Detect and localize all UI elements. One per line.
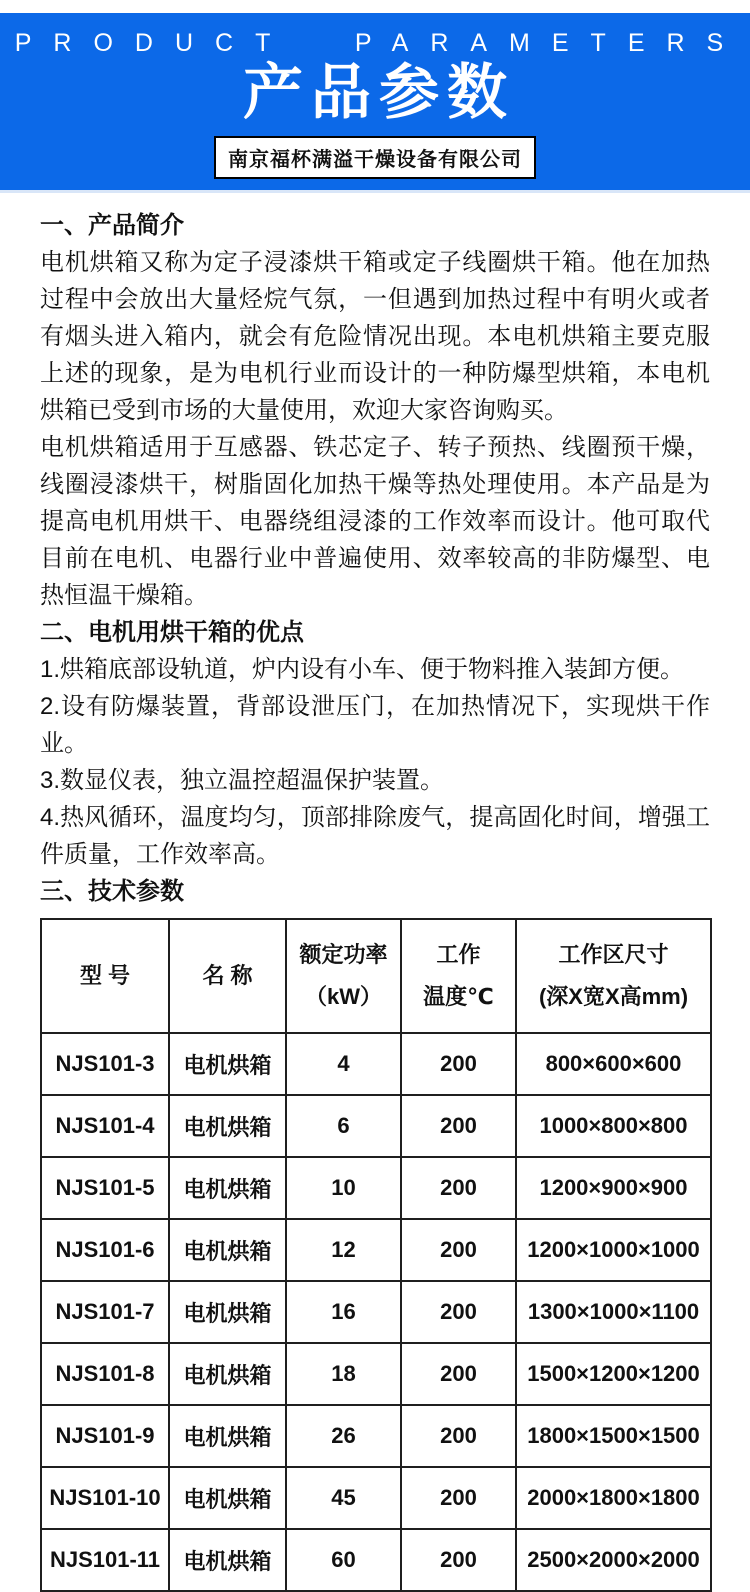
table-cell-working-temp-c: 200 (401, 1219, 516, 1281)
table-cell-model: NJS101-6 (41, 1219, 169, 1281)
table-cell-work-area-size: 2500×2000×2000 (516, 1529, 711, 1591)
table-cell-work-area-size: 2000×1800×1800 (516, 1467, 711, 1529)
table-cell-model: NJS101-3 (41, 1033, 169, 1095)
section-heading-specs: 三、技术参数 (40, 878, 184, 905)
intro-paragraph-2: 电机烘箱适用于互感器、铁芯定子、转子预热、线圈预干燥，线圈浸漆烘干，树脂固化加热干燥等热处理使用。本产品是为提高电机用烘干、电器绕组浸漆的工作效率而设计。他可取代目前在电机、电器行业中普遍使用、效率较高的非防爆型、电热恒温干燥箱。 (40, 434, 710, 609)
table-cell-name: 电机烘箱 (169, 1157, 286, 1219)
section-heading-advantages: 二、电机用烘干箱的优点 (40, 619, 304, 646)
table-cell-rated-power-kw: 18 (286, 1343, 401, 1405)
table-cell-rated-power-kw: 4 (286, 1033, 401, 1095)
table-cell-rated-power-kw: 45 (286, 1467, 401, 1529)
table-cell-rated-power-kw: 60 (286, 1529, 401, 1591)
advantage-item-1: 1.烘箱底部设轨道，炉内设有小车、便于物料推入装卸方便。 (40, 656, 685, 683)
table-row (41, 1095, 711, 1157)
table-cell-working-temp-c: 200 (401, 1405, 516, 1467)
table-cell-rated-power-kw: 16 (286, 1281, 401, 1343)
table-cell-rated-power-kw: 6 (286, 1095, 401, 1157)
table-cell-work-area-size: 1000×800×800 (516, 1095, 711, 1157)
table-cell-working-temp-c: 200 (401, 1343, 516, 1405)
table-cell-name: 电机烘箱 (169, 1033, 286, 1095)
table-cell-rated-power-kw: 26 (286, 1405, 401, 1467)
table-cell-model: NJS101-9 (41, 1405, 169, 1467)
table-row (41, 1219, 711, 1281)
table-cell-work-area-size: 1200×900×900 (516, 1157, 711, 1219)
table-row (41, 1281, 711, 1343)
table-cell-work-area-size: 1800×1500×1500 (516, 1405, 711, 1467)
advantage-item-4: 4.热风循环，温度均匀，顶部排除废气，提高固化时间，增强工件质量，工作效率高。 (40, 804, 710, 868)
col-header-model: 型 号 (41, 919, 169, 1033)
table-cell-model: NJS101-11 (41, 1529, 169, 1591)
advantage-item-2: 2.设有防爆装置，背部设泄压门，在加热情况下，实现烘干作业。 (40, 693, 710, 757)
table-cell-rated-power-kw: 10 (286, 1157, 401, 1219)
table-cell-working-temp-c: 200 (401, 1033, 516, 1095)
table-row (41, 1157, 711, 1219)
specs-table-header (41, 919, 711, 1033)
company-name: 南京福杯满溢干燥设备有限公司 (228, 149, 522, 171)
table-cell-name: 电机烘箱 (169, 1095, 286, 1157)
table-row (41, 1467, 711, 1529)
table-cell-name: 电机烘箱 (169, 1281, 286, 1343)
table-cell-name: 电机烘箱 (169, 1405, 286, 1467)
table-cell-work-area-size: 1200×1000×1000 (516, 1219, 711, 1281)
table-cell-working-temp-c: 200 (401, 1157, 516, 1219)
company-name-box (214, 136, 536, 179)
banner-eyebrow-text: PRODUCT PARAMETERS (14, 29, 746, 57)
header-row (41, 919, 711, 1033)
table-row (41, 1343, 711, 1405)
table-cell-rated-power-kw: 12 (286, 1219, 401, 1281)
page-title: 产品参数 (243, 59, 515, 126)
table-cell-working-temp-c: 200 (401, 1281, 516, 1343)
table-cell-model: NJS101-7 (41, 1281, 169, 1343)
table-cell-name: 电机烘箱 (169, 1219, 286, 1281)
table-row (41, 1529, 711, 1591)
table-cell-working-temp-c: 200 (401, 1095, 516, 1157)
section-heading-intro: 一、产品简介 (40, 212, 184, 239)
table-cell-working-temp-c: 200 (401, 1467, 516, 1529)
table-row (41, 1405, 711, 1467)
col-header-name: 名 称 (169, 919, 286, 1033)
table-cell-work-area-size: 1500×1200×1200 (516, 1343, 711, 1405)
content (0, 193, 750, 1592)
specs-table (40, 918, 712, 1592)
table-cell-name: 电机烘箱 (169, 1343, 286, 1405)
col-header-working-temp: 工作 温度℃ (401, 919, 516, 1033)
table-cell-model: NJS101-4 (41, 1095, 169, 1157)
table-cell-name: 电机烘箱 (169, 1529, 286, 1591)
product-parameters-page (0, 13, 750, 1592)
banner (0, 13, 750, 193)
advantage-item-3: 3.数显仪表，独立温控超温保护装置。 (40, 767, 445, 794)
table-cell-work-area-size: 1300×1000×1100 (516, 1281, 711, 1343)
table-cell-working-temp-c: 200 (401, 1529, 516, 1591)
table-cell-name: 电机烘箱 (169, 1467, 286, 1529)
col-header-rated-power: 额定功率 （kW） (286, 919, 401, 1033)
table-cell-work-area-size: 800×600×600 (516, 1033, 711, 1095)
col-header-work-area-size: 工作区尺寸 (深X宽X高mm) (516, 919, 711, 1033)
specs-table-body (41, 1033, 711, 1591)
table-cell-model: NJS101-8 (41, 1343, 169, 1405)
intro-paragraph-1: 电机烘箱又称为定子浸漆烘干箱或定子线圈烘干箱。他在加热过程中会放出大量烃烷气氛，一但遇到加热过程中有明火或者有烟头进入箱内，就会有危险情况出现。本电机烘箱主要克服上述的现象，是为电机行业而设计的一种防爆型烘箱，本电机烘箱已受到市场的大量使用，欢迎大家咨询购买。 (40, 249, 710, 424)
table-cell-model: NJS101-10 (41, 1467, 169, 1529)
table-cell-model: NJS101-5 (41, 1157, 169, 1219)
table-row (41, 1033, 711, 1095)
